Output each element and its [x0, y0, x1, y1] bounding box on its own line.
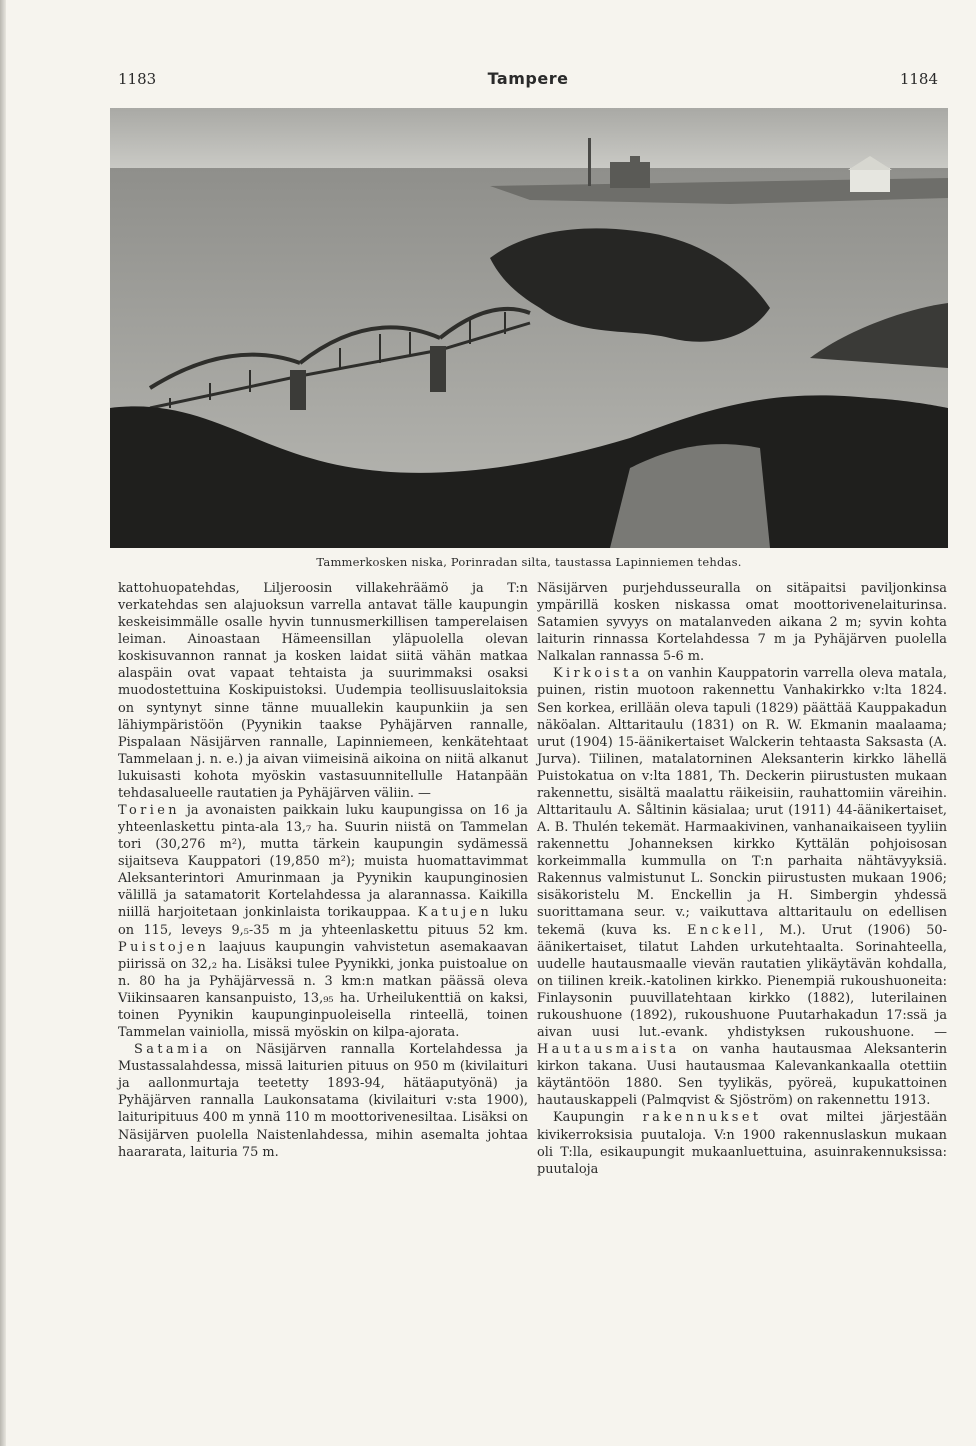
paragraph: Torien ja avonaisten paikkain luku kaupungissa on 16 ja yhteenlaskettu pinta-ala 13,₇ ha. Suurin niistä on Tammelan tori (30,276 m²), mutta tärkein kaupungin sydämessä sijaitseva Kauppatori (19,850 m²); muista huomattavimmat Aleksanterintori Amurinmaan ja Pyynikin kaupunginosien välillä ja satamatorit Kortelahdessa ja alarannassa. Kaikilla niillä harjoitetaan jonkinlaista torikauppaa. Katujen luku on 115, leveys 9,₅-35 m ja yhteenlaskettu pituus 52 km. Puistojen laajuus kaupungin vahvistetun asemakaavan piirissä on 32,₂ ha. Lisäksi tulee Pyynikki, jonka puistoalue on n. 80 ha ja Pyhäjärvessä n. 3 km:n matkan päässä oleva Viikinsaaren kansanpuisto, 13,₉₅ ha. Urheilukenttiä on kaksi, toinen Pyynikin kaupunginpuoleisella rinteellä, toinen Tammelan vainiolla, missä myöskin on kilpa-ajorata. [118, 803, 528, 1041]
spaced-keyword: Torien [118, 803, 180, 819]
landscape-photo [110, 108, 948, 548]
spaced-keyword: rakennukset [642, 1110, 762, 1126]
page-number-left: 1183 [118, 70, 157, 88]
page-binding-edge [0, 0, 6, 1446]
sky-area [110, 108, 948, 178]
paragraph: Kirkoista on vanhin Kauppatorin varrella oleva matala, puinen, ristin muotoon rakennettu Vanhakirkko v:lta 1824. Sen korkea, erillään oleva tapuli (1829) päättää Kauppakadun näköalan. Alttaritaulu (1831) on R. W. Ekmanin maalaama; urut (1904) 15-äänikertaiset Walckerin tehtaasta Saksasta (A. Jurva). Tiilinen, matalatorninen Aleksanterin kirkko lähellä Puistokatua on v:lta 1881, Th. Deckerin piirustusten mukaan rakennettu, sisältä maalattu räikeisiin, rauhattomiin väreihin. Alttaritaulu A. Såltinin käsialaa; urut (1911) 44-äänikertaiset, A. B. Thulén tekemät. Harmaakivinen, vanhanaikaiseen tyyliin rakennettu Johanneksen kirkko Kyttälän pohjoisosan korkeimmalla kummulla on T:n parhaita nähtävyyksiä. Rakennus valmistunut L. Sonckin piirustusten mukaan 1906; sisäkoristelu M. Enckellin ja H. Simbergin yhdessä suorittamana seur. v.; vaikuttava alttaritaulu on edellisen tekemä (kuva ks. Enckell, M.). Urut (1906) 50-äänikertaiset, tilatut Lahden urkutehtaalta. Sorinahteella, uudelle hautausmaalle vievän rautatien ylikäytävän kohdalla, on tiilinen kreik.-katolinen kirkko. Pienempiä rukoushuoneita: Finlaysonin puuvillatehtaan kirkko (1882), luterilainen rukoushuone (1892), rukoushuone Puutarhakadun 17:ssä ja aivan uusi lut.-evank. yhdistyksen rukoushuone. — Hautausmaista on vanha hautausmaa Aleksanterin kirkon takana. Uusi hautausmaa Kalevankankaalla otettiin käytäntöön 1880. Sen tyylikäs, pyöreä, kupukattoinen hautauskappeli (Palmqvist & Sjöström) on rakennettu 1913. [537, 666, 947, 1109]
paragraph: Näsijärven purjehdusseuralla on sitäpaitsi paviljonkinsa ympärillä kosken niskassa omat moottorivenelaiturinsa. Satamien syvyys on matalanveden aikana 2 m; syvin kohta laiturin rinnassa Kortelahdessa 7 m ja Pyhäjärven puolella Nalkalan rannassa 5-6 m. [537, 581, 947, 665]
river-bridge-illustration [110, 108, 948, 548]
text-column-right [537, 580, 947, 1178]
page-header [118, 70, 938, 94]
spaced-keyword: Kirkoista [553, 666, 643, 682]
spaced-keyword: Satamia [134, 1042, 212, 1058]
spaced-keyword: Katujen [417, 905, 493, 921]
figure-caption: Tammerkosken niska, Porinradan silta, taustassa Lapinniemen tehdas. [316, 555, 742, 569]
paragraph: Satamia on Näsijärven rannalla Kortelahdessa ja Mustassalahdessa, missä laiturien pituus on 950 m (kivilaituri ja aallonmurtaja teetetty 1893-94, hätäaputyönä) ja Pyhäjärven rannalla Laukonsatama (kivilaituri v:sta 1900), laituripituus 400 m ynnä 110 m moottorivenesiltaa. Lisäksi on Näsijärven puolella Naistenlahdessa, mihin asemalta johtaa haararata, laituria 75 m. [118, 1042, 528, 1160]
running-title: Tampere [487, 69, 569, 88]
text-column-left [118, 580, 528, 1161]
spaced-keyword: Hautausmaista [537, 1042, 680, 1058]
page-number-right: 1184 [899, 70, 938, 88]
paragraph: kattohuopatehdas, Liljeroosin villakehräämö ja T:n verkatehdas sen alajuoksun varrella antavat tälle kaupungin keskeisimmälle osalle hyvin tunnusmerkillisen tamperelaisen leiman. Ainoastaan Hämeensillan yläpuolella olevan koskisuvannon rannat ja kosken laidat siitä vähän matkaa alaspäin ovat vapaat tehtaista ja suurimmaksi osaksi muodostettuina Koskipuistoksi. Uudempia teollisuuslaitoksia on syntynyt sinne tänne muuallekin kaupunkiin ja sen lähiympäristöön (Pyynikin taakse Pyhäjärven rannalle, Pispalaan Näsijärven rannalle, Lapinniemeen, kenkätehtaat Tammelaan j. n. e.) ja aivan viimeisinä aikoina on niitä alkanut lukuisasti kohota myöskin vastasuunnitellulle Hatanpään tehdasalueelle rautatien ja Pyhäjärven väliin. — [118, 581, 528, 801]
spaced-keyword: Puistojen [118, 939, 210, 955]
spaced-name: Enckell [686, 922, 760, 938]
paragraph: Kaupungin rakennukset ovat miltei järjestään kivikerroksisia puutaloja. V:n 1900 rakennuslaskun mukaan oli T:lla, esikaupungit mukaanluettuina, asuinrakennuksissa: puutaloja [537, 1110, 947, 1177]
